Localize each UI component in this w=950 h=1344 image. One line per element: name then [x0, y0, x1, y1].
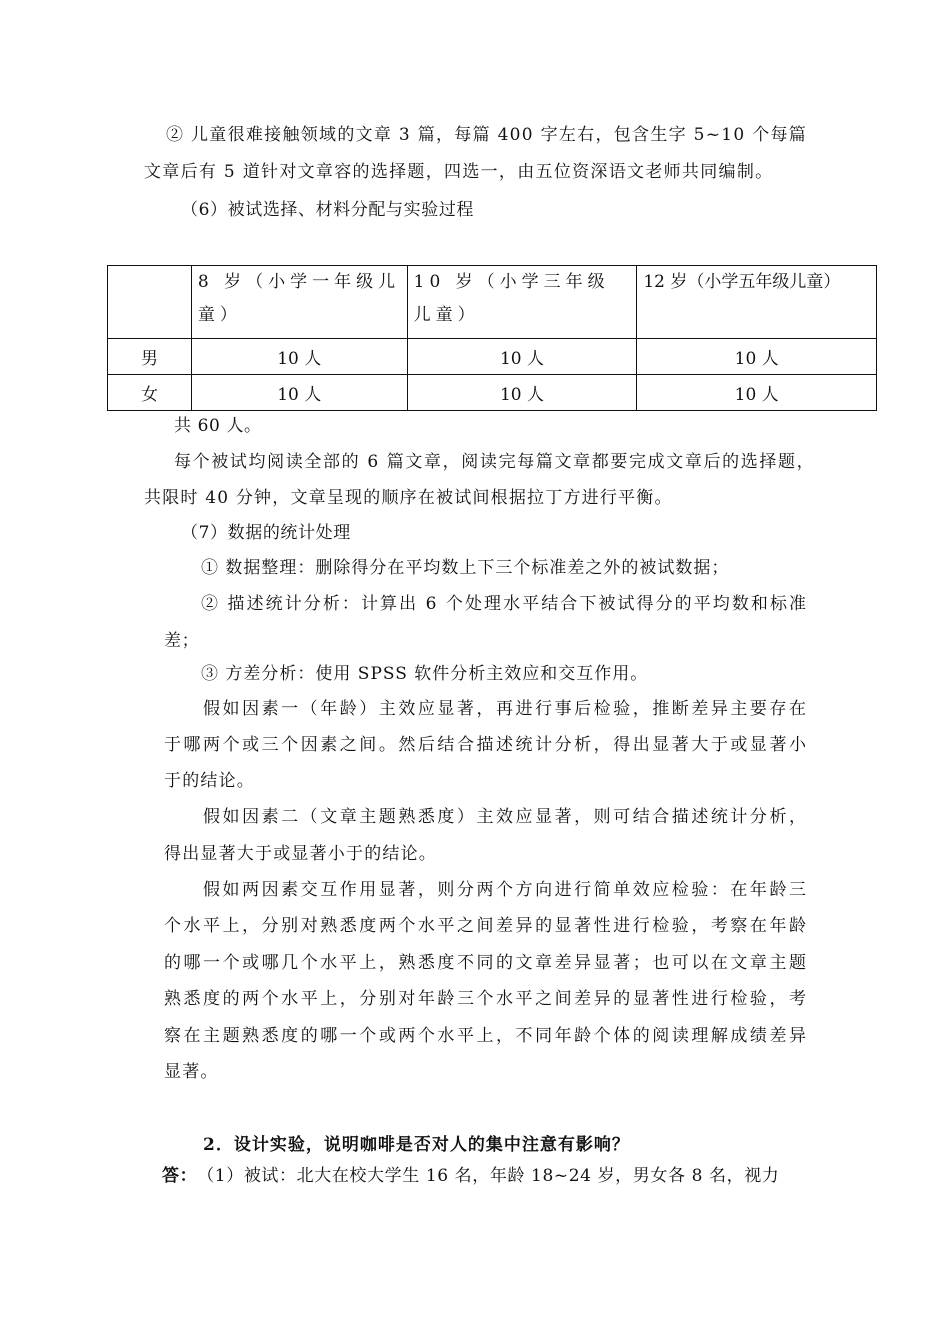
text: 假如因素一（年龄）主效应显著，再进行事后检验，推断差异主要存在: [203, 699, 809, 719]
paragraph-line: 共限时 40 分钟，文章呈现的顺序在被试间根据拉丁方进行平衡。: [144, 488, 673, 508]
paragraph-line: [203, 879, 809, 901]
paragraph-line: [164, 1025, 809, 1047]
text: ② 儿童很难接触领域的文章 3 篇，每篇 400 字左右，包含生字 5~10 个每篇: [166, 125, 808, 145]
row-label: 女: [108, 375, 192, 411]
section-heading-6: （6）被试选择、材料分配与实验过程: [181, 200, 475, 220]
table-cell: 10 人: [191, 375, 407, 411]
paragraph-line: [164, 734, 809, 756]
question-heading: 2．设计实验，说明咖啡是否对人的集中注意有影响？: [203, 1135, 630, 1155]
table-cell: 10 人: [407, 375, 637, 411]
paragraph-line: 文章后有 5 道针对文章容的选择题，四选一，由五位资深语文老师共同编制。: [144, 162, 774, 182]
text: 假如因素二（文章主题熟悉度）主效应显著，则可结合描述统计分析，: [203, 807, 809, 827]
paragraph-line: [166, 124, 806, 146]
total-count: 共 60 人。: [174, 416, 262, 436]
table-header-cell: 8 岁（小学一年级儿童）: [191, 266, 407, 339]
text: 的哪一个或哪几个水平上，熟悉度不同的文章差异显著；也可以在文章主题: [164, 953, 809, 973]
text: 假如两因素交互作用显著，则分两个方向进行简单效应检验：在年龄三: [203, 880, 809, 900]
paragraph-line: 于的结论。: [164, 771, 255, 791]
text: 察在主题熟悉度的哪一个或两个水平上，不同年龄个体的阅读理解成绩差异: [164, 1026, 809, 1046]
table-header-row: [108, 266, 877, 339]
row-label: 男: [108, 339, 192, 375]
table-header-cell: 12 岁（小学五年级儿童）: [637, 266, 877, 339]
table-row: [108, 339, 877, 375]
list-item: [201, 593, 809, 615]
participants-table: [107, 265, 877, 411]
paragraph-line: [174, 451, 814, 473]
table-header-cell: 10 岁（小学三年级儿童）: [407, 266, 637, 339]
section-heading-7: （7）数据的统计处理: [181, 523, 351, 543]
paragraph-line: 差；: [164, 631, 200, 651]
table-corner-cell: [108, 266, 192, 339]
text: 于哪两个或三个因素之间。然后结合描述统计分析，得出显著大于或显著小: [164, 735, 809, 755]
text: 个水平上，分别对熟悉度两个水平之间差异的显著性进行检验，考察在年龄: [164, 916, 809, 936]
text: 熟悉度的两个水平上，分别对年龄三个水平之间差异的显著性进行检验，考: [164, 989, 809, 1009]
answer-label: 答：: [162, 1166, 198, 1186]
paragraph-line: 显著。: [164, 1062, 219, 1082]
text: ② 描述统计分析：计算出 6 个处理水平结合下被试得分的平均数和标准: [201, 594, 809, 614]
table-cell: 10 人: [637, 375, 877, 411]
text: 每个被试均阅读全部的 6 篇文章，阅读完每篇文章都要完成文章后的选择题，: [174, 452, 816, 472]
answer-text-wrap: [197, 1165, 806, 1187]
paragraph-line: [164, 952, 809, 974]
list-item: ③ 方差分析：使用 SPSS 软件分析主效应和交互作用。: [201, 664, 649, 684]
paragraph-line: [203, 806, 809, 828]
table-cell: 10 人: [191, 339, 407, 375]
table-cell: 10 人: [637, 339, 877, 375]
paragraph-line: [164, 915, 809, 937]
paragraph-line: [164, 988, 809, 1010]
answer-text: （1）被试：北大在校大学生 16 名，年龄 18~24 岁，男女各 8 名，视力: [197, 1166, 780, 1186]
list-item: ① 数据整理：删除得分在平均数上下三个标准差之外的被试数据；: [201, 558, 730, 578]
table-row: [108, 375, 877, 411]
paragraph-line: [203, 698, 809, 720]
paragraph-line: 得出显著大于或显著小于的结论。: [164, 844, 437, 864]
answer-line: [162, 1165, 806, 1187]
table-cell: 10 人: [407, 339, 637, 375]
